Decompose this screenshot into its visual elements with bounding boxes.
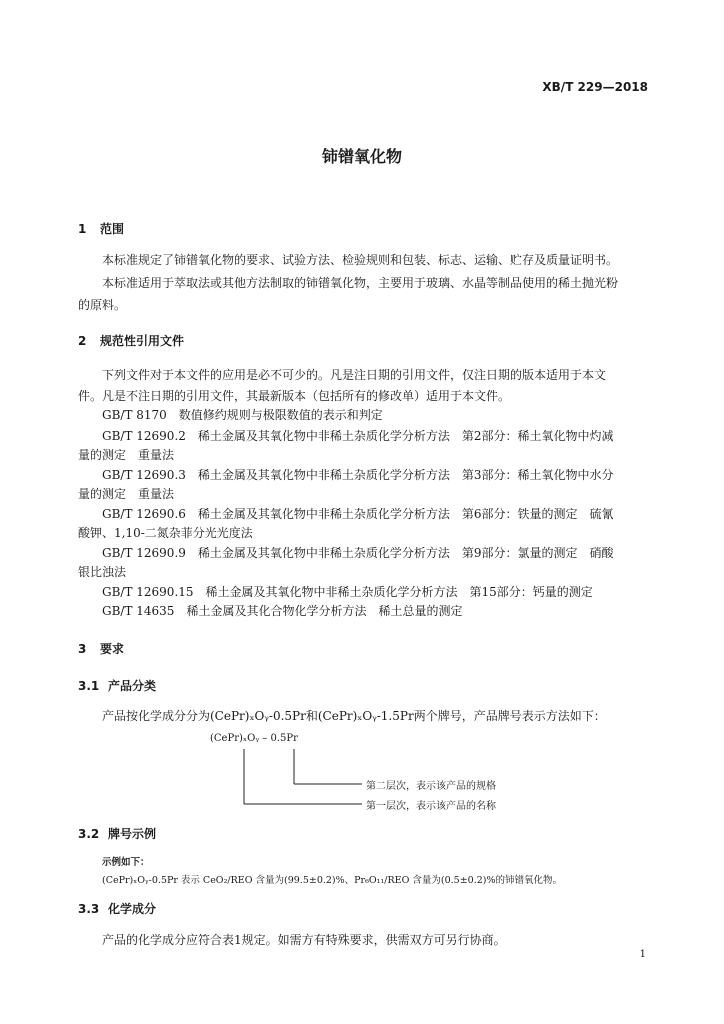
document-title: 铈镨氧化物: [321, 147, 402, 166]
section-number: 1: [78, 222, 87, 236]
section-number: 3: [78, 642, 87, 656]
classification-paragraph: 产品按化学成分分为(CePr)ₓOᵧ-0.5Pr和(CePr)ₓOᵧ-1.5Pr两个牌号，产品牌号表示方法如下：: [102, 709, 606, 723]
section-title: 化学成分: [108, 902, 157, 916]
reference-item: GB/T 12690.9 稀土金属及其氧化物中非稀土杂质化学分析方法 第9部分：氯量的测定 硝酸: [102, 546, 614, 560]
example-heading: 示例如下：: [102, 857, 150, 868]
reference-item: GB/T 12690.15 稀土金属及其氧化物中非稀土杂质化学分析方法 第15部分：钙量的测定: [102, 585, 593, 599]
reference-item-continued: 酸钾、1,10-二氮杂菲分光光度法: [78, 526, 253, 540]
reference-item-continued: 量的测定 重量法: [78, 487, 175, 501]
scope-paragraph-2-line-1: 本标准适用于萃取法或其他方法制取的铈镨氧化物，主要用于玻璃、水晶等制品使用的稀土抛光粉: [102, 276, 619, 290]
reference-item-continued: 银比浊法: [78, 565, 127, 579]
reference-item: GB/T 12690.3 稀土金属及其氧化物中非稀土杂质化学分析方法 第3部分：稀土氧化物中水分: [102, 468, 614, 482]
section-3-3-heading: [78, 900, 156, 917]
second-level-label: 第二层次，表示该产品的规格: [366, 781, 496, 792]
chemical-composition-paragraph: 产品的化学成分应符合表1规定。如需方有特殊要求，供需双方可另行协商。: [102, 933, 506, 947]
section-number: 3.2: [78, 827, 100, 841]
section-number: 2: [78, 334, 87, 348]
section-title: 牌号示例: [108, 827, 157, 841]
reference-item: GB/T 12690.6 稀土金属及其氧化物中非稀土杂质化学分析方法 第6部分：铁量的测定 硫氰: [102, 507, 614, 521]
section-title: 要求: [100, 642, 125, 656]
normative-intro-line-1: 下列文件对于本文件的应用是必不可少的。凡是注日期的引用文件，仅注日期的版本适用于本文: [102, 368, 607, 382]
standard-number: XB/T 229—2018: [542, 80, 648, 94]
first-level-label: 第一层次，表示该产品的名称: [366, 801, 496, 812]
scope-paragraph-2-line-2: 的原料。: [78, 298, 127, 312]
page-number: 1: [639, 949, 646, 960]
reference-item-continued: 量的测定 重量法: [78, 448, 175, 462]
section-number: 3.3: [78, 902, 100, 916]
section-title: 产品分类: [108, 679, 157, 693]
reference-item: GB/T 8170 数值修约规则与极限数值的表示和判定: [102, 408, 383, 422]
example-text: (CePr)ₓOᵧ-0.5Pr 表示 CeO₂/REO 含量为(99.5±0.2)%、Pr₆O₁₁/REO 含量为(0.5±0.2)%的铈镨氧化物。: [102, 875, 563, 886]
scope-paragraph-1: 本标准规定了铈镨氧化物的要求、试验方法、检验规则和包装、标志、运输、贮存及质量证明书。: [102, 253, 619, 267]
section-3-2-heading: [78, 825, 156, 842]
designation-formula: (CePr)ₓOᵧ – 0.5Pr: [210, 733, 298, 744]
reference-item: GB/T 12690.2 稀土金属及其氧化物中非稀土杂质化学分析方法 第2部分：稀土氧化物中灼减: [102, 429, 614, 443]
normative-intro-line-2: 件。凡是不注日期的引用文件，其最新版本（包括所有的修改单）适用于本文件。: [78, 389, 511, 403]
section-number: 3.1: [78, 679, 100, 693]
section-title: 范围: [100, 222, 125, 236]
section-title: 规范性引用文件: [100, 334, 185, 348]
reference-item: GB/T 14635 稀土金属及其化合物化学分析方法 稀土总量的测定: [102, 604, 463, 618]
